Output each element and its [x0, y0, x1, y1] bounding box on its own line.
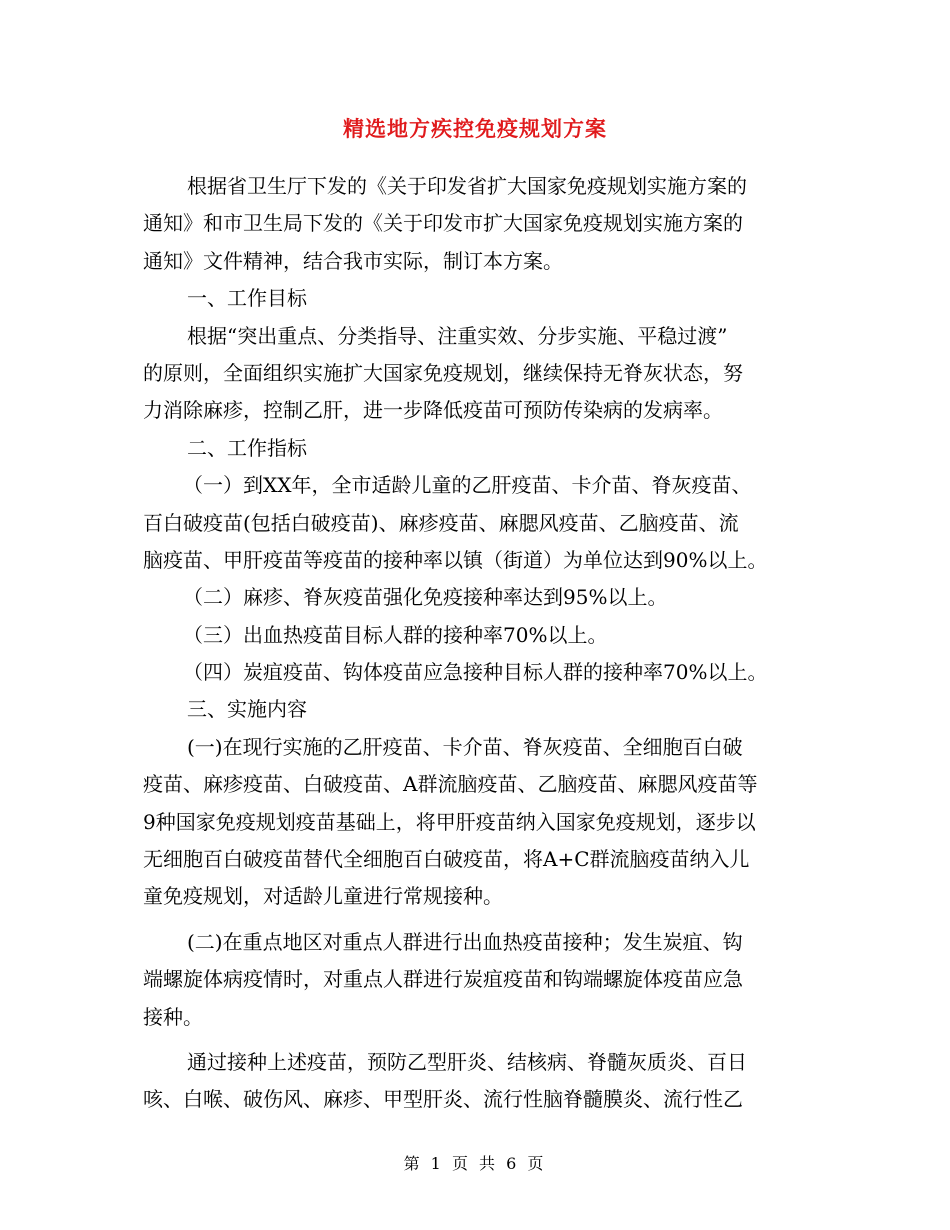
paragraph-line: 力消除麻疹，控制乙肝，进一步降低疫苗可预防传染病的发病率。 [143, 398, 723, 423]
paragraph-line: 通过接种上述疫苗，预防乙型肝炎、结核病、脊髓灰质炎、百日 [187, 1049, 747, 1074]
paragraph-line: 根据省卫生厅下发的《关于印发省扩大国家免疫规划实施方案的 [187, 174, 747, 198]
page-number: 第 1 页 共 6 页 [403, 1154, 547, 1173]
section-heading: 二、工作指标 [187, 435, 307, 460]
document-title: 精选地方疾控免疫规划方案 [343, 116, 607, 141]
paragraph-line: 疫苗、麻疹疫苗、白破疫苗、A群流脑疫苗、乙脑疫苗、麻腮风疫苗等 [143, 772, 758, 797]
paragraph-line: 百白破疫苗(包括白破疫苗)、麻疹疫苗、麻腮风疫苗、乙脑疫苗、流 [143, 510, 739, 535]
paragraph-line: （四）炭疽疫苗、钩体疫苗应急接种目标人群的接种率70%以上。 [183, 660, 768, 685]
section-heading: 一、工作目标 [187, 286, 307, 311]
paragraph-line: 端螺旋体病疫情时，对重点人群进行炭疽疫苗和钩端螺旋体疫苗应急 [143, 967, 743, 992]
paragraph-line: （二）麻疹、脊灰疫苗强化免疫接种率达到95%以上。 [183, 585, 668, 610]
paragraph-gap [143, 916, 811, 924]
paragraph-line: 无细胞百白破疫苗替代全细胞百白破疫苗，将A+C群流脑疫苗纳入儿 [143, 847, 750, 872]
paragraph-line: 通知》文件精神，结合我市实际，制订本方案。 [143, 248, 563, 273]
paragraph-line: 童免疫规划，对适龄儿童进行常规接种。 [143, 884, 503, 909]
paragraph-line: (二)在重点地区对重点人群进行出血热疫苗接种；发生炭疽、钩 [187, 929, 743, 954]
paragraph-line: 脑疫苗、甲肝疫苗等疫苗的接种率以镇（街道）为单位达到90%以上。 [143, 547, 768, 572]
paragraph-line: 接种。 [143, 1004, 203, 1029]
paragraph-gap [143, 1036, 811, 1044]
paragraph-line: 咳、白喉、破伤风、麻疹、甲型肝炎、流行性脑脊髓膜炎、流行性乙 [143, 1087, 743, 1112]
paragraph-line: （三）出血热疫苗目标人群的接种率70%以上。 [183, 622, 608, 647]
document-body [143, 168, 811, 1119]
paragraph-line: 的原则，全面组织实施扩大国家免疫规划，继续保持无脊灰状态，努 [143, 360, 743, 385]
paragraph-line: （一）到XX年，全市适龄儿童的乙肝疫苗、卡介苗、脊灰疫苗、 [183, 473, 752, 498]
section-heading: 三、实施内容 [187, 697, 307, 722]
paragraph-line: (一)在现行实施的乙肝疫苗、卡介苗、脊灰疫苗、全细胞百白破 [187, 734, 743, 759]
paragraph-line: 根据“突出重点、分类指导、注重实效、分步实施、平稳过渡” [187, 323, 728, 348]
paragraph-line: 通知》和市卫生局下发的《关于印发市扩大国家免疫规划实施方案的 [143, 211, 743, 236]
paragraph-line: 9种国家免疫规划疫苗基础上，将甲肝疫苗纳入国家免疫规划，逐步以 [143, 809, 756, 834]
